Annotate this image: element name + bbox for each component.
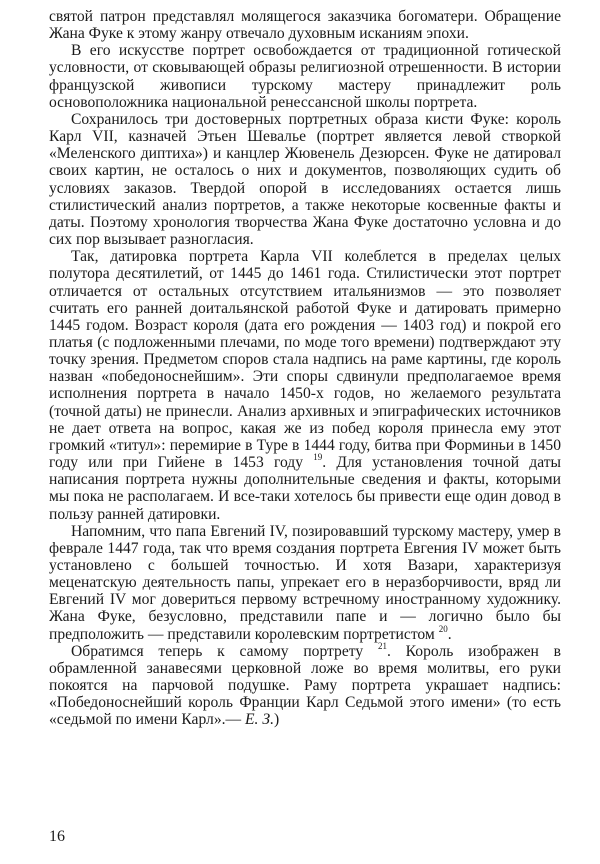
paragraph-text: . Король изображен в обрамленной занавесями церковной ложе во время молитвы, его руки покоятся на парчовой подушке. Раму портрета украшает надпись: «Победоноснейший король Франции Карл Седьмой этого имени» (то есть «седьмой по имени Карл».—: [49, 642, 562, 729]
page-number: 16: [49, 828, 65, 845]
paragraph-text: Для установления точной даты написания портрета нужны дополнительные сведения и факты, которыми мы пока не располагаем. И все-таки хотелось бы привести еще один довод в пользу ранней датировки.: [49, 454, 562, 523]
closing-paren: ): [273, 711, 280, 729]
paragraph: святой патрон представлял молящегося заказчика богоматери. Обращение Жана Фуке к этому жанру отвечало духовным исканиям эпохи.: [49, 8, 561, 43]
footnote-ref[interactable]: 21: [377, 640, 387, 651]
paragraph-with-footnote: [49, 640, 562, 729]
editor-initials: Е. З.: [245, 711, 274, 729]
paragraph-with-footnote: Напомним, что папа Евгений IV, позировавший турскому мастеру, умер в феврале 1447 года, так что время создания портрета Евгения IV может быть установлено с большей точностью. И хотя Вазари, характеризуя меценатскую деятельность папы, упрекает его в неразборчивости, вряд ли Евгений IV мог довериться первому встречному иностранному художнику. Жана Фуке, безусловно, представили папе и — логично было бы предположить — представили королевским портретистом $^{20}$.: [49, 522, 561, 643]
body-text: [49, 8, 561, 729]
paragraph-with-footnote: Так, датировка портрета Карла VII колеблется в пределах целых полутора десятилетий, от 1445 до 1461 года. Стилистически этот портрет отличается от остальных отсутствием итальянизмов — это позволяет считать его ранней доитальянской работой Фуке и датировать примерно 1445 годом. Возраст короля (дата его рождения — 1403 год) и покрой его платья (с подложенными плечами, по моде того времени) подтверждают эту точку зрения. Предметом споров стала надпись на раме картины, где король назван «победоноснейшим». Эти споры сдвинули предполагаемое время исполнения портрета в начало 1450-х годов, но желаемого результата (точной даты) не принесли. Анализ архивных и эпиграфических источников не дает ответа на вопрос, какая же из побед короля принесла ему этот громкий «титул»: перемирие в Туре в 1444 году, битва при Форминьи в 1450 году или при Гийене в 1453 году $^{19}$. Для установления точной даты написания портрета нужны дополнительные сведения и факты, которыми мы пока не располагаем. И все-таки хотелось бы привести еще один довод в пользу ранней датировки.: [49, 248, 562, 523]
paragraph-text: Обратимся теперь к самому портрету: [71, 642, 364, 660]
paragraph: В его искусстве портрет освобождается от традиционной готической условности, от сковывающей образы религиозной отрешенности. В истории французской живописи турскому мастеру принадлежит роль основоположника национальной ренессансной школы портрета.: [49, 42, 561, 111]
paragraph-text: Так, датировка портрета Карла VII колеблется в пределах целых полутора десятилетий, от 1445 до 1461 года. Стилистически этот портрет отличается от остальных отсутствием итальянизмов — это позволяет считать его ранней доитальянской работой Фуке и датировать примерно 1445 годом. Возраст короля (дата его рождения — 1403 год) и покрой его платья (с подложенными плечами, по моде того времени) подтверждают эту точку зрения. Предметом споров стала надпись на раме картины, где король назван «победоноснейшим». Эти споры сдвинули предполагаемое время исполнения портрета в начало 1450-х годов, но желаемого результата (точной даты) не принесли. Анализ архивных и эпиграфических источников не дает ответа на вопрос, какая же из побед короля принесла ему этот громкий «титул»: перемирие в Туре в 1444 году, битва при Форминьи в 1450 году или при Гийене в 1453 году: [49, 248, 561, 472]
paragraph-text: Напомним, что папа Евгений IV, позировавший турскому мастеру, умер в феврале 1447 года, так что время создания портрета Евгения IV может быть установлено с большей точностью. И хотя Вазари, характеризуя меценатскую деятельность папы, упрекает его в неразборчивости, вряд ли Евгений IV мог довериться первому встречному иностранному художнику. Жана Фуке, безусловно, представили папе и — логично было бы предположить — представили королевским портретистом: [49, 522, 561, 643]
footnote-ref[interactable]: 19: [313, 452, 323, 463]
paragraph: Сохранилось три достоверных портретных образа кисти Фуке: король Карл VII, казначей Этьен Шевалье (портрет является левой створкой «Меленского диптиха») и канцлер Жювенель Дезюрсен. Фуке не датировал своих картин, не осталось о них и документов, позволяющих судить об условиях заказов. Твердой опорой в исследованиях остается лишь стилистический анализ портретов, а также некоторые косвенные факты и даты. Поэтому хронология творчества Жана Фуке достаточно условна и до сих пор вызывает разногласия.: [49, 110, 561, 249]
footnote-ref[interactable]: 20: [438, 623, 448, 634]
